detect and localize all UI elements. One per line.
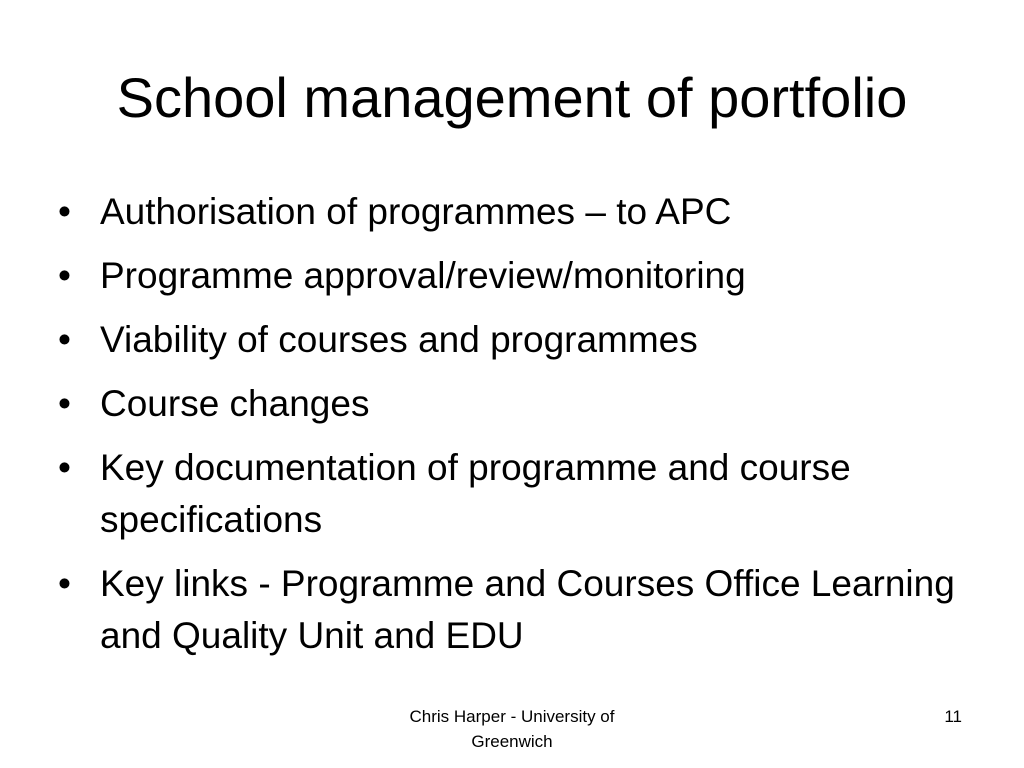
bullet-item: [58, 250, 988, 302]
bullet-list: [58, 186, 988, 674]
footer-author-line-2: Greenwich: [471, 732, 553, 751]
bullet-marker: •: [58, 383, 71, 424]
bullet-text: Authorisation of programmes – to APC: [100, 191, 732, 232]
bullet-item: [58, 378, 988, 430]
bullet-item: [58, 186, 988, 238]
bullet-item: [58, 442, 988, 546]
bullet-text: Key links - Programme and Courses Office Learning and Quality Unit and EDU: [100, 563, 955, 656]
bullet-marker: •: [58, 191, 71, 232]
bullet-marker: •: [58, 255, 71, 296]
bullet-text: Key documentation of programme and course specifications: [100, 447, 851, 540]
footer-author: [362, 704, 662, 754]
bullet-item: [58, 558, 988, 662]
bullet-marker: •: [58, 447, 71, 488]
bullet-text: Programme approval/review/monitoring: [100, 255, 746, 296]
bullet-item: [58, 314, 988, 366]
bullet-text: Viability of courses and programmes: [100, 319, 698, 360]
page-number: 11: [944, 707, 962, 726]
bullet-text: Course changes: [100, 383, 370, 424]
slide-title: School management of portfolio: [116, 66, 908, 129]
bullet-marker: •: [58, 319, 71, 360]
bullet-marker: •: [58, 563, 71, 604]
footer-author-line-1: Chris Harper - University of: [409, 707, 615, 726]
